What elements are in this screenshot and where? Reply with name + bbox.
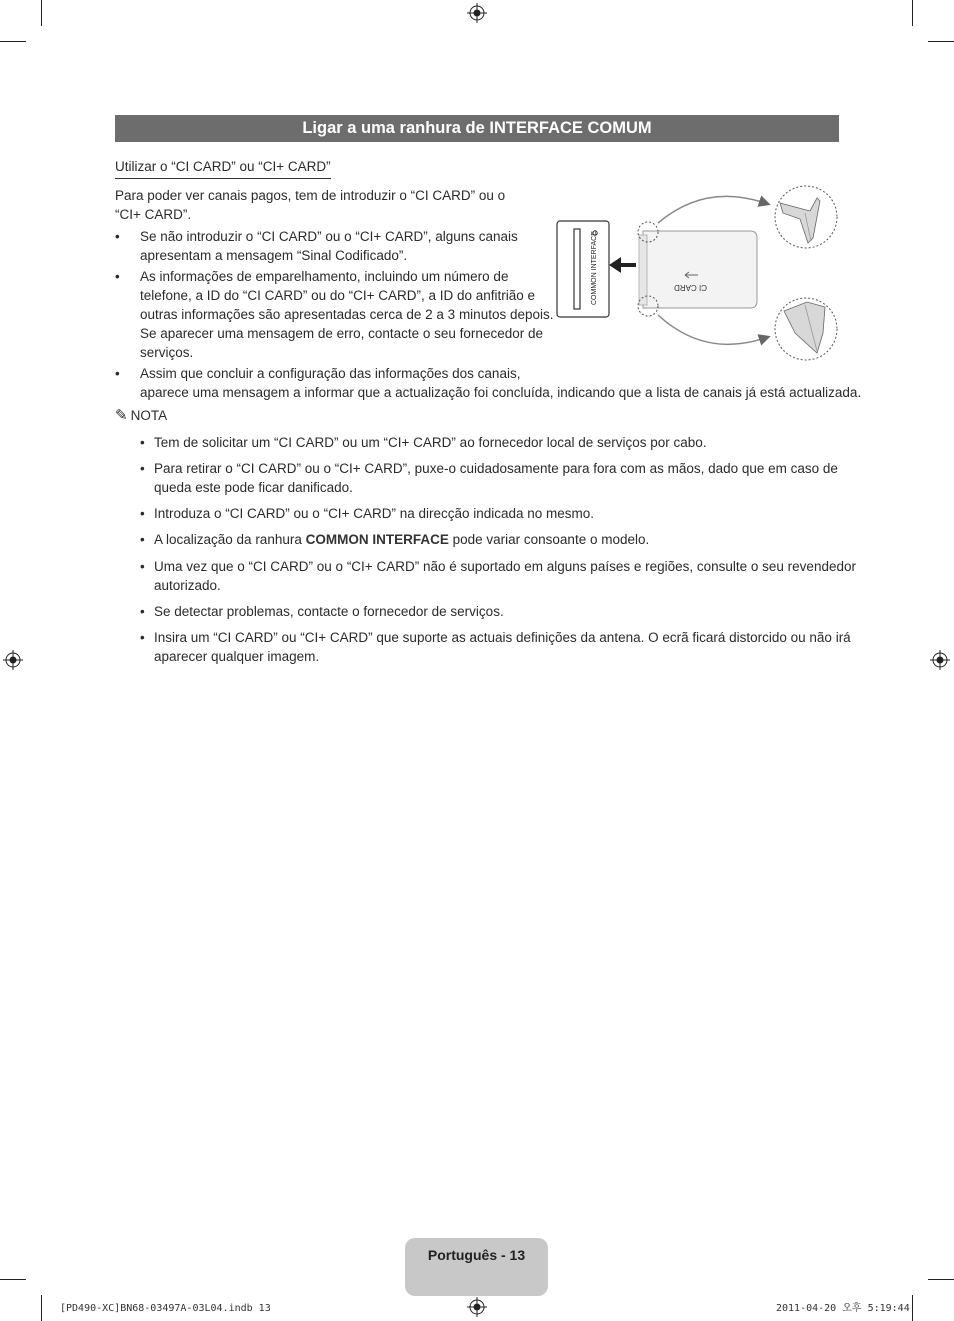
bullet-line: outras informações são apresentadas cerca de 2 a 3 minutos depois.	[140, 307, 554, 322]
bullet-glyph: •	[140, 630, 145, 645]
bullet-line: apresentam a mensagem “Sinal Codificado”.	[140, 248, 408, 263]
note-text: Tem de solicitar um “CI CARD” ou um “CI+ CARD” ao fornecedor local de serviços por cabo.	[154, 435, 707, 450]
card-detail-zoom-top	[775, 186, 837, 248]
bullet-glyph: •	[140, 559, 145, 574]
crop-mark	[0, 41, 26, 42]
note-text	[154, 530, 840, 549]
subheading: Utilizar o “CI CARD” ou “CI+ CARD”	[115, 157, 331, 179]
bullet-line: Se aparecer uma mensagem de erro, contacte o seu fornecedor de	[140, 326, 543, 341]
section-title: Ligar a uma ranhura de INTERFACE COMUM	[115, 115, 839, 142]
bullet-line: serviços.	[140, 345, 194, 360]
crop-mark	[912, 0, 913, 26]
bullet-line: As informações de emparelhamento, incluindo um número de	[140, 269, 509, 284]
print-slug-right: 2011-04-20 오후 5:19:44	[776, 1303, 910, 1314]
card-detail-zoom-bottom	[775, 298, 837, 360]
note-text: Introduza o “CI CARD” ou o “CI+ CARD” na direcção indicada no mesmo.	[154, 506, 595, 521]
ci-card-illustration	[555, 183, 840, 363]
common-interface-slot	[557, 221, 609, 317]
bullet-glyph: •	[115, 269, 120, 284]
print-slug-left: [PD490-XC]BN68-03497A-03L04.indb 13	[60, 1303, 271, 1314]
note-text: autorizado.	[154, 578, 221, 593]
note-text-pre: A localização da ranhura	[154, 532, 306, 547]
crop-mark	[0, 1279, 26, 1280]
crop-mark	[41, 0, 42, 26]
crop-mark	[41, 1295, 42, 1321]
bullet-glyph: •	[115, 366, 120, 381]
note-text: aparecer qualquer imagem.	[154, 649, 320, 664]
crop-mark	[912, 1295, 913, 1321]
slot-label: COMMON INTERFACE	[591, 231, 598, 305]
registration-mark-icon	[467, 1297, 487, 1317]
card-label: CI CARD	[674, 283, 707, 292]
registration-mark-icon	[467, 3, 487, 23]
common-interface-keyword: COMMON INTERFACE	[305, 532, 449, 547]
bullet-glyph: •	[140, 506, 145, 521]
bullet-line: Se não introduzir o “CI CARD” ou o “CI+ CARD”, alguns canais	[140, 229, 518, 244]
crop-mark	[928, 1279, 954, 1280]
note-text: Insira um “CI CARD” ou “CI+ CARD” que suporte as actuais definições da antena. O ecrã ficará distorcido ou não irá	[154, 630, 851, 645]
bullet-glyph: •	[140, 532, 145, 547]
insert-arrow-icon	[609, 257, 636, 273]
note-text: Se detectar problemas, contacte o fornecedor de serviços.	[154, 604, 504, 619]
bullet-glyph: •	[140, 435, 145, 450]
pencil-icon: ✎	[115, 407, 128, 424]
note-text-post: pode variar consoante o modelo.	[448, 532, 650, 547]
note-label: NOTA	[130, 408, 168, 423]
note-heading	[115, 406, 167, 425]
note-text: queda este pode ficar danificado.	[154, 480, 353, 495]
bullet-glyph: •	[140, 604, 145, 619]
note-text: Uma vez que o “CI CARD” ou o “CI+ CARD” não é suportado em alguns países e regiões, consulte o seu revendedor	[154, 559, 856, 574]
crop-mark	[928, 41, 954, 42]
page-number-tab	[405, 1238, 548, 1296]
bullet-line: Assim que concluir a configuração das informações dos canais,	[140, 366, 521, 381]
bullet-line: aparece uma mensagem a informar que a actualização foi concluída, indicando que a lista de canais já está actualizada.	[140, 385, 862, 400]
registration-mark-icon	[930, 650, 950, 670]
ci-card	[639, 231, 757, 308]
note-text: Para retirar o “CI CARD” ou o “CI+ CARD”, puxe-o cuidadosamente para fora com as mãos, dado que em caso de	[154, 461, 838, 476]
bullet-glyph: •	[115, 229, 120, 244]
bullet-glyph: •	[140, 461, 145, 476]
bullet-line: telefone, a ID do “CI CARD” ou do “CI+ CARD”, a ID do anfitrião e	[140, 288, 536, 303]
registration-mark-icon	[3, 650, 23, 670]
page-label: Português - 13	[427, 1247, 526, 1263]
intro-paragraph: Para poder ver canais pagos, tem de introduzir o “CI CARD” ou o “CI+ CARD”.	[115, 188, 506, 222]
